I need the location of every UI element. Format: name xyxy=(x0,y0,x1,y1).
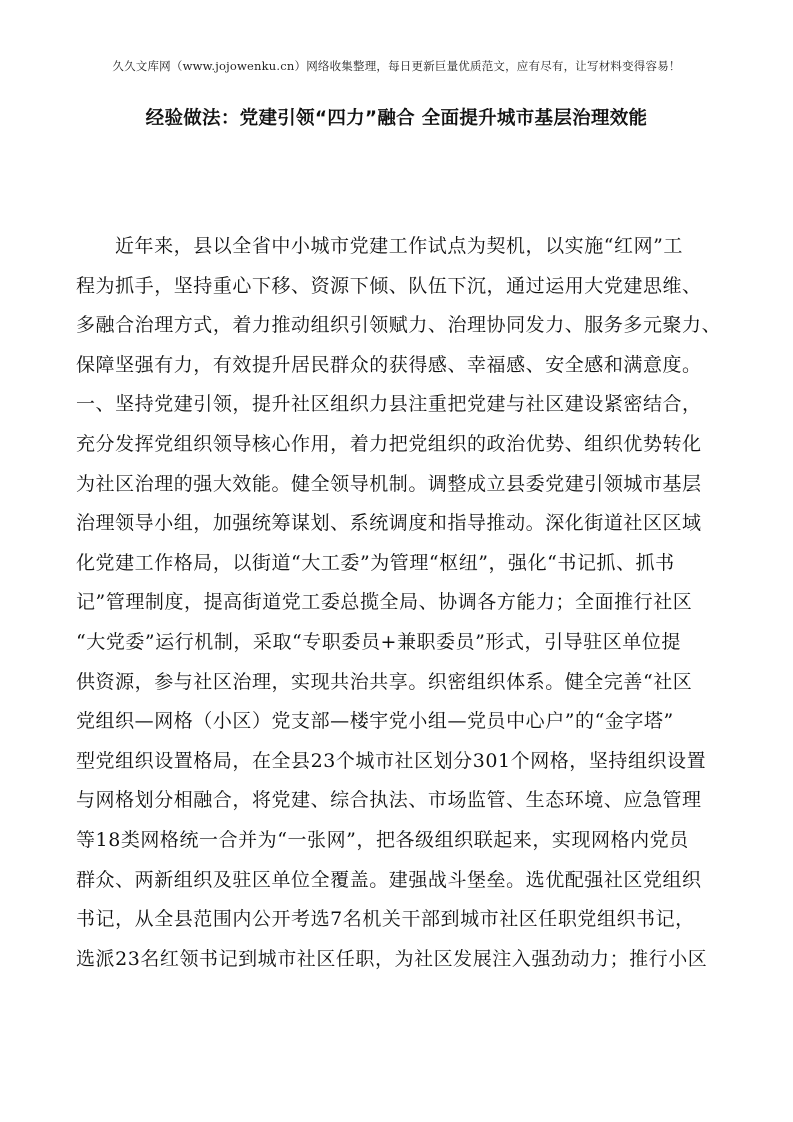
body-line: 充分发挥党组织领导核心作用，着力把党组织的政治优势、组织优势转化 xyxy=(76,432,702,455)
body-line: 多融合治理方式，着力推动组织引领赋力、治理协同发力、服务多元聚力、 xyxy=(76,314,722,337)
body-line: 治理领导小组，加强统筹谋划、系统调度和指导推动。深化街道社区区域 xyxy=(76,512,702,535)
body-line: 为社区治理的强大效能。健全领导机制。调整成立县委党建引领城市基层 xyxy=(76,472,702,495)
body-line: 与网格划分相融合，将党建、综合执法、市场监管、生态环境、应急管理 xyxy=(76,789,702,812)
body-line: 化党建工作格局，以街道“大工委”为管理“枢纽”，强化“书记抓、抓书 xyxy=(76,551,675,574)
body-line: 程为抓手，坚持重心下移、资源下倾、队伍下沉，通过运用大党建思维、 xyxy=(76,274,702,297)
body-line: 记”管理制度，提高街道党工委总揽全局、协调各方能力；全面推行社区 xyxy=(76,591,693,614)
body-line: 群众、两新组织及驻区单位全覆盖。建强战斗堡垒。选优配强社区党组织 xyxy=(76,868,702,891)
body-line: 型党组织设置格局，在全县23个城市社区划分301个网格，坚持组织设置 xyxy=(76,749,707,772)
body-line: 选派23名红领书记到城市社区任职，为社区发展注入强劲动力；推行小区 xyxy=(76,947,708,970)
body-line: “大党委”运行机制，采取“专职委员+兼职委员”形式，引导驻区单位提 xyxy=(76,630,681,653)
header-note: 久久文库网（www.jojowenku.cn）网络收集整理，每日更新巨量优质范文，应有尽有，让写材料变得容易！ xyxy=(112,59,681,73)
body-line: 党组织—网格（小区）党支部—楼宇党小组—党员中心户”的“金字塔” xyxy=(76,710,674,733)
body-line: 近年来，县以全省中小城市党建工作试点为契机，以实施“红网”工 xyxy=(115,235,683,257)
document-title: 经验做法：党建引领“四力”融合 全面提升城市基层治理效能 xyxy=(145,108,648,129)
body-text xyxy=(76,227,722,979)
body-line: 一、坚持党建引领，提升社区组织力县注重把党建与社区建设紧密结合， xyxy=(76,393,702,416)
body-line: 保障坚强有力，有效提升居民群众的获得感、幸福感、安全感和满意度。 xyxy=(76,353,702,376)
body-line: 书记，从全县范围内公开考选7名机关干部到城市社区任职党组织书记， xyxy=(76,908,695,931)
body-line: 供资源，参与社区治理，实现共治共享。织密组织体系。健全完善“社区 xyxy=(76,670,693,693)
body-line: 等18类网格统一合并为“一张网”，把各级组织联起来，实现网格内党员 xyxy=(76,828,689,851)
